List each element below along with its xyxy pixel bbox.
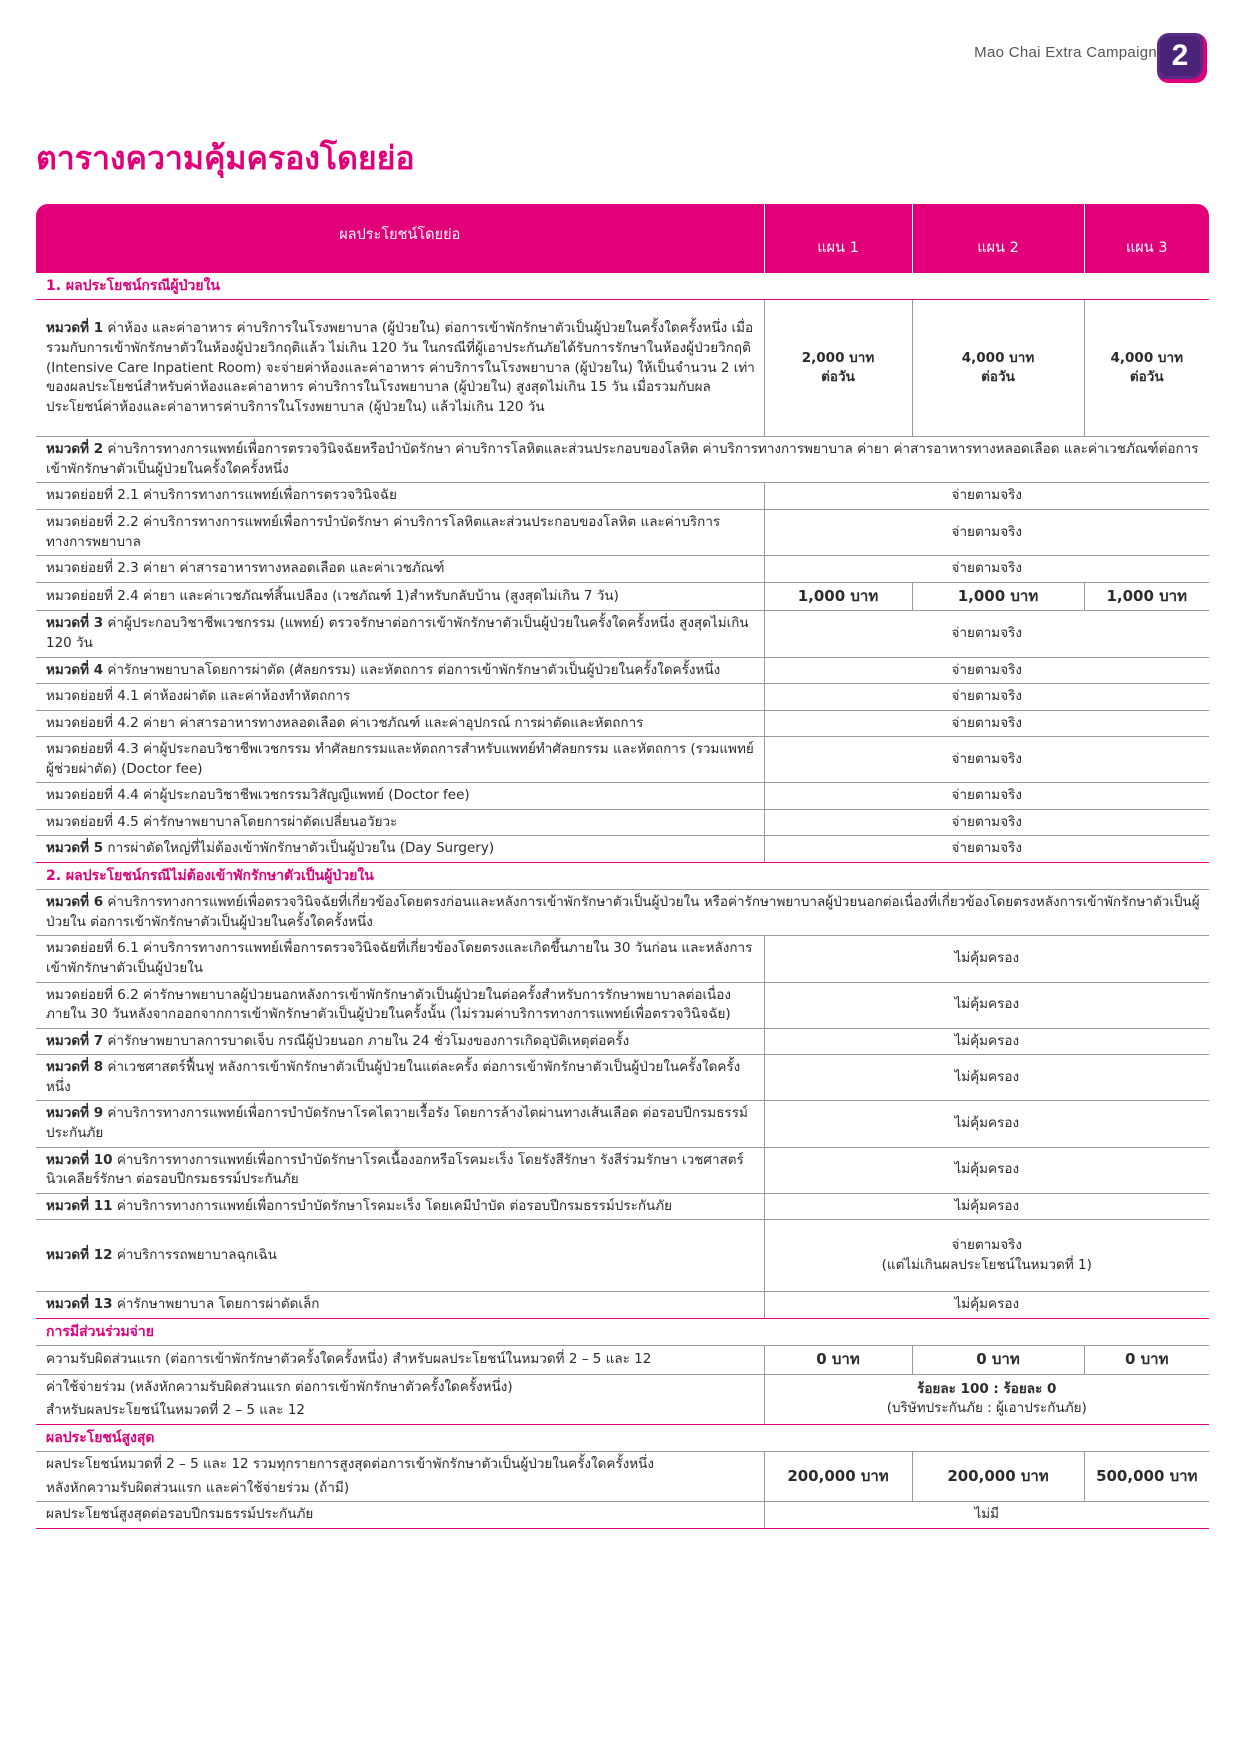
- deductible-description: ความรับผิดส่วนแรก (ต่อการเข้าพักรักษาตัวครั้งใดครั้งหนึ่ง) สำหรับผลประโยชน์ในหมวดที่ 2 – 5 และ 12: [36, 1346, 764, 1375]
- section-row: [36, 273, 1209, 300]
- plan-2-value: 4,000 บาท ต่อวัน: [912, 300, 1084, 437]
- table-header-row: [36, 204, 1209, 273]
- table-row: [36, 300, 1209, 437]
- campaign-number-badge: [1157, 33, 1207, 83]
- table-row: [36, 684, 1209, 711]
- section-row: [36, 1424, 1209, 1451]
- plan-1-value: 0 บาท: [764, 1346, 912, 1375]
- subcategory-6-1: หมวดย่อยที่ 6.1 ค่าบริการทางการแพทย์เพื่อการตรวจวินิจฉัยที่เกี่ยวข้องโดยตรงและเกิดขึ้นภายใน 30 วันก่อน และหลังการเข้าพักรักษาตัวเป็นผู้ป่วยใน: [36, 936, 764, 982]
- category-5-description: หมวดที่ 5 การผ่าตัดใหญ่ที่ไม่ต้องเข้าพักรักษาตัวเป็นผู้ป่วยใน (Day Surgery): [36, 836, 764, 863]
- table-row: [36, 1055, 1209, 1101]
- table-row: [36, 710, 1209, 737]
- coverage-value: จ่ายตามจริง: [764, 657, 1209, 684]
- table-row: [36, 582, 1209, 611]
- plan-3-value: 500,000 บาท: [1084, 1452, 1209, 1502]
- coverage-value: ไม่คุ้มครอง: [764, 1028, 1209, 1055]
- coverage-value: ไม่คุ้มครอง: [764, 1292, 1209, 1319]
- table-row: [36, 1374, 1209, 1424]
- table-row: [36, 437, 1209, 483]
- table-row: [36, 982, 1209, 1028]
- subcategory-2-3: หมวดย่อยที่ 2.3 ค่ายา ค่าสารอาหารทางหลอดเลือด และค่าเวชภัณฑ์: [36, 556, 764, 583]
- category-label: หมวดที่ 1: [46, 320, 104, 337]
- plan-1-value: 2,000 บาท ต่อวัน: [764, 300, 912, 437]
- subcategory-4-2: หมวดย่อยที่ 4.2 ค่ายา ค่าสารอาหารทางหลอดเลือด ค่าเวชภัณฑ์ และค่าอุปกรณ์ การผ่าตัดและหัตถการ: [36, 710, 764, 737]
- coverage-table: [36, 204, 1209, 1529]
- maximum-per-admission-description: ผลประโยชน์หมวดที่ 2 – 5 และ 12 รวมทุกรายการสูงสุดต่อการเข้าพักรักษาตัวเป็นผู้ป่วยในครั้งใดครั้งหนึ่ง หลังหักความรับผิดส่วนแรก และค่าใช้จ่ายร่วม (ถ้ามี): [36, 1452, 764, 1502]
- plan-2-value: 0 บาท: [912, 1346, 1084, 1375]
- plan-1-value: 200,000 บาท: [764, 1452, 912, 1502]
- section-title-maximum: ผลประโยชน์สูงสุด: [36, 1424, 1209, 1451]
- table-row: [36, 483, 1209, 510]
- table-row: [36, 809, 1209, 836]
- table-row: [36, 611, 1209, 657]
- coverage-value: ไม่คุ้มครอง: [764, 982, 1209, 1028]
- table-row: [36, 1502, 1209, 1529]
- section-row: [36, 863, 1209, 890]
- category-11-description: หมวดที่ 11 ค่าบริการทางการแพทย์เพื่อการบำบัดรักษาโรคมะเร็ง โดยเคมีบำบัด ต่อรอบปีกรมธรรม์ประกันภัย: [36, 1193, 764, 1220]
- plan-1-value: 1,000 บาท: [764, 582, 912, 611]
- subcategory-4-4: หมวดย่อยที่ 4.4 ค่าผู้ประกอบวิชาชีพเวชกรรมวิสัญญีแพทย์ (Doctor fee): [36, 783, 764, 810]
- coverage-value: ร้อยละ 100 : ร้อยละ 0 (บริษัทประกันภัย : ผู้เอาประกันภัย): [764, 1374, 1209, 1424]
- coverage-value: จ่ายตามจริง (แต่ไม่เกินผลประโยชน์ในหมวดที่ 1): [764, 1220, 1209, 1292]
- category-13-description: หมวดที่ 13 ค่ารักษาพยาบาล โดยการผ่าตัดเล็ก: [36, 1292, 764, 1319]
- table-row: [36, 783, 1209, 810]
- page-title: ตารางความคุ้มครองโดยย่อ: [36, 139, 415, 177]
- table-row: [36, 657, 1209, 684]
- header-plan-1: แผน 1: [764, 204, 912, 273]
- coverage-value: จ่ายตามจริง: [764, 710, 1209, 737]
- category-12-description: หมวดที่ 12 ค่าบริการรถพยาบาลฉุกเฉิน: [36, 1220, 764, 1292]
- table-row: [36, 1193, 1209, 1220]
- header-plan-3: แผน 3: [1084, 204, 1209, 273]
- header-benefit: ผลประโยชน์โดยย่อ: [36, 204, 764, 273]
- coverage-value: ไม่คุ้มครอง: [764, 1101, 1209, 1147]
- subcategory-4-5: หมวดย่อยที่ 4.5 ค่ารักษาพยาบาลโดยการผ่าตัดเปลี่ยนอวัยวะ: [36, 809, 764, 836]
- plan-3-value: 4,000 บาท ต่อวัน: [1084, 300, 1209, 437]
- table-row: [36, 1028, 1209, 1055]
- plan-2-value: 1,000 บาท: [912, 582, 1084, 611]
- table-row: [36, 1346, 1209, 1375]
- table-row: [36, 936, 1209, 982]
- coverage-value: จ่ายตามจริง: [764, 611, 1209, 657]
- table-row: [36, 836, 1209, 863]
- coverage-value: ไม่คุ้มครอง: [764, 1193, 1209, 1220]
- plan-2-value: 200,000 บาท: [912, 1452, 1084, 1502]
- badge-number: 2: [1160, 36, 1200, 76]
- subcategory-2-1: หมวดย่อยที่ 2.1 ค่าบริการทางการแพทย์เพื่อการตรวจวินิจฉัย: [36, 483, 764, 510]
- coverage-value: ไม่คุ้มครอง: [764, 1055, 1209, 1101]
- subcategory-4-1: หมวดย่อยที่ 4.1 ค่าห้องผ่าตัด และค่าห้องทำหัตถการ: [36, 684, 764, 711]
- coverage-value: จ่ายตามจริง: [764, 556, 1209, 583]
- category-1-description: หมวดที่ 1 ค่าห้อง และค่าอาหาร ค่าบริการในโรงพยาบาล (ผู้ป่วยใน) ต่อการเข้าพักรักษาตัวเป็นผู้ป่วยในครั้งใดครั้งหนึ่ง เมื่อรวมกับการเข้าพักรักษาตัวในห้องผู้ป่วยวิกฤติแล้ว ไม่เกิน 120 วัน ในกรณีที่ผู้เอาประกันภัยได้รับการรักษาในห้องผู้ป่วยวิกฤติ (Intensive Care Inpatient Room) จะจ่ายค่าห้องและค่าอาหาร ค่าบริการในโรงพยาบาล (ผู้ป่วยใน) ให้เป็นจำนวน 2 เท่า ของผลประโยชน์สำหรับค่าห้องและค่าอาหาร ค่าบริการในโรงพยาบาล (ผู้ป่วยใน) สูงสุดไม่เกิน 15 วัน เมื่อรวมกับผลประโยชน์ค่าห้องและค่าอาหารค่าบริการในโรงพยาบาล (ผู้ป่วยใน) แล้วไม่เกิน 120 วัน: [36, 300, 764, 437]
- table-row: [36, 1220, 1209, 1292]
- section-title-inpatient: 1. ผลประโยชน์กรณีผู้ป่วยใน: [36, 273, 1209, 300]
- subcategory-2-2: หมวดย่อยที่ 2.2 ค่าบริการทางการแพทย์เพื่อการบำบัดรักษา ค่าบริการโลหิตและส่วนประกอบของโลหิต และค่าบริการทางการพยาบาล: [36, 509, 764, 555]
- table-row: [36, 1101, 1209, 1147]
- category-2-description: หมวดที่ 2 ค่าบริการทางการแพทย์เพื่อการตรวจวินิจฉัยหรือบำบัดรักษา ค่าบริการโลหิตและส่วนประกอบของโลหิต ค่าบริการทางการพยาบาล ค่ายา ค่าสารอาหารทางหลอดเลือด และค่าเวชภัณฑ์ต่อการเข้าพักรักษาตัวเป็นผู้ป่วยในครั้งใดครั้งหนึ่ง: [36, 437, 1209, 483]
- category-9-description: หมวดที่ 9 ค่าบริการทางการแพทย์เพื่อการบำบัดรักษาโรคไตวายเรื้อรัง โดยการล้างไตผ่านทางเส้นเลือด ต่อรอบปีกรมธรรม์ประกันภัย: [36, 1101, 764, 1147]
- copayment-description: ค่าใช้จ่ายร่วม (หลังหักความรับผิดส่วนแรก ต่อการเข้าพักรักษาตัวครั้งใดครั้งหนึ่ง) สำหรับผลประโยชน์ในหมวดที่ 2 – 5 และ 12: [36, 1374, 764, 1424]
- header-plan-2: แผน 2: [912, 204, 1084, 273]
- coverage-value: จ่ายตามจริง: [764, 483, 1209, 510]
- plan-3-value: 1,000 บาท: [1084, 582, 1209, 611]
- coverage-value: ไม่มี: [764, 1502, 1209, 1529]
- coverage-value: ไม่คุ้มครอง: [764, 936, 1209, 982]
- campaign-name: Mao Chai Extra Campaign: [974, 44, 1157, 61]
- section-row: [36, 1318, 1209, 1345]
- coverage-value: จ่ายตามจริง: [764, 836, 1209, 863]
- category-6-description: หมวดที่ 6 ค่าบริการทางการแพทย์เพื่อตรวจวินิจฉัยที่เกี่ยวข้องโดยตรงก่อนและหลังการเข้าพักรักษาตัวเป็นผู้ป่วยใน หรือค่ารักษาพยาบาลผู้ป่วยนอกต่อเนื่องที่เกี่ยวข้องโดยตรงหลังการเข้าพักรักษาตัวเป็นผู้ป่วยใน ต่อการเข้าพักรักษาตัวเป็นผู้ป่วยในครั้งใดครั้งหนึ่ง: [36, 890, 1209, 936]
- coverage-value: จ่ายตามจริง: [764, 809, 1209, 836]
- table-row: [36, 890, 1209, 936]
- subcategory-4-3: หมวดย่อยที่ 4.3 ค่าผู้ประกอบวิชาชีพเวชกรรม ทำศัลยกรรมและหัตถการสำหรับแพทย์ทำศัลยกรรม และหัตถการ (รวมแพทย์ผู้ช่วยผ่าตัด) (Doctor fee): [36, 737, 764, 783]
- table-row: [36, 737, 1209, 783]
- coverage-value: จ่ายตามจริง: [764, 737, 1209, 783]
- coverage-value: จ่ายตามจริง: [764, 509, 1209, 555]
- category-7-description: หมวดที่ 7 ค่ารักษาพยาบาลการบาดเจ็บ กรณีผู้ป่วยนอก ภายใน 24 ชั่วโมงของการเกิดอุบัติเหตุต่อครั้ง: [36, 1028, 764, 1055]
- category-8-description: หมวดที่ 8 ค่าเวชศาสตร์ฟื้นฟู หลังการเข้าพักรักษาตัวเป็นผู้ป่วยในแต่ละครั้ง ต่อการเข้าพักรักษาตัวเป็นผู้ป่วยในครั้งใดครั้งหนึ่ง: [36, 1055, 764, 1101]
- table-row: [36, 556, 1209, 583]
- section-title-outpatient: 2. ผลประโยชน์กรณีไม่ต้องเข้าพักรักษาตัวเป็นผู้ป่วยใน: [36, 863, 1209, 890]
- table-row: [36, 1452, 1209, 1502]
- coverage-value: ไม่คุ้มครอง: [764, 1147, 1209, 1193]
- table-row: [36, 1292, 1209, 1319]
- table-row: [36, 509, 1209, 555]
- category-10-description: หมวดที่ 10 ค่าบริการทางการแพทย์เพื่อการบำบัดรักษาโรคเนื้องอกหรือโรคมะเร็ง โดยรังสีรักษา รังสีร่วมรักษา เวชศาสตร์นิวเคลียร์รักษา ต่อรอบปีกรมธรรม์ประกันภัย: [36, 1147, 764, 1193]
- subcategory-2-4: หมวดย่อยที่ 2.4 ค่ายา และค่าเวชภัณฑ์สิ้นเปลือง (เวชภัณฑ์ 1)สำหรับกลับบ้าน (สูงสุดไม่เกิน 7 วัน): [36, 582, 764, 611]
- plan-3-value: 0 บาท: [1084, 1346, 1209, 1375]
- category-3-description: หมวดที่ 3 ค่าผู้ประกอบวิชาชีพเวชกรรม (แพทย์) ตรวจรักษาต่อการเข้าพักรักษาตัวเป็นผู้ป่วยในครั้งใดครั้งหนึ่ง สูงสุดไม่เกิน 120 วัน: [36, 611, 764, 657]
- subcategory-6-2: หมวดย่อยที่ 6.2 ค่ารักษาพยาบาลผู้ป่วยนอกหลังการเข้าพักรักษาตัวเป็นผู้ป่วยในต่อครั้งสำหรับการรักษาพยาบาลต่อเนื่องภายใน 30 วันหลังจากออกจากการเข้าพักรักษาตัวเป็นผู้ป่วยในครั้งนั้น (ไม่รวมค่าบริการทางการแพทย์เพื่อตรวจวินิจฉัย): [36, 982, 764, 1028]
- category-4-description: หมวดที่ 4 ค่ารักษาพยาบาลโดยการผ่าตัด (ศัลยกรรม) และหัตถการ ต่อการเข้าพักรักษาตัวเป็นผู้ป่วยในครั้งใดครั้งหนึ่ง: [36, 657, 764, 684]
- coverage-value: จ่ายตามจริง: [764, 684, 1209, 711]
- coverage-value: จ่ายตามจริง: [764, 783, 1209, 810]
- maximum-per-year-description: ผลประโยชน์สูงสุดต่อรอบปีกรมธรรม์ประกันภัย: [36, 1502, 764, 1529]
- section-title-copayment: การมีส่วนร่วมจ่าย: [36, 1318, 1209, 1345]
- table-row: [36, 1147, 1209, 1193]
